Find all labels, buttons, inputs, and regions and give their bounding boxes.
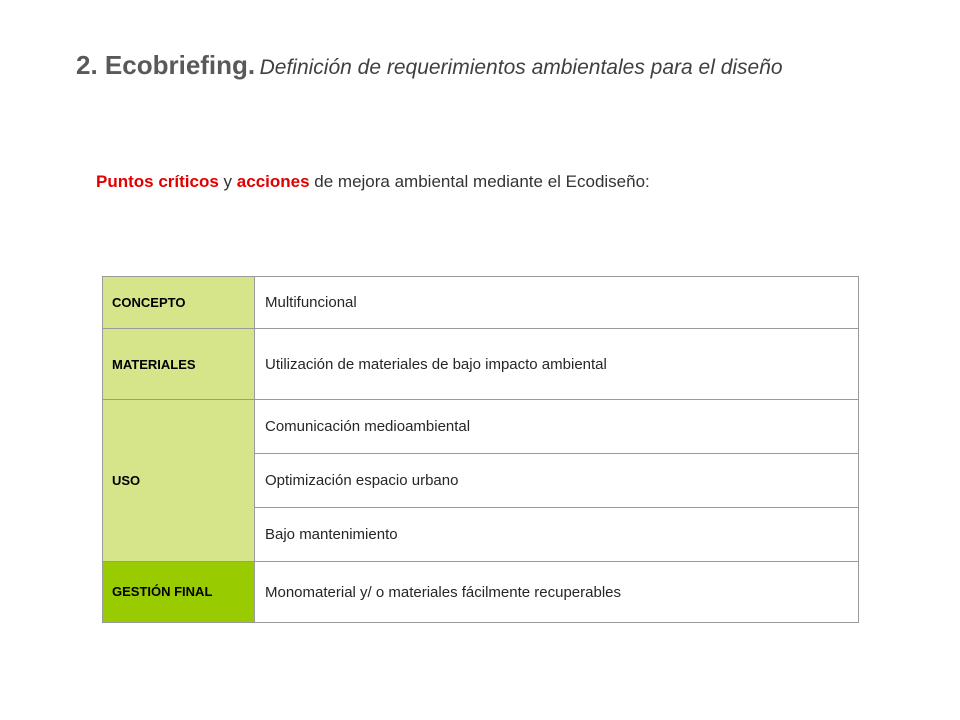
- category-cell-uso: USO: [103, 400, 255, 562]
- table-row: [103, 277, 859, 329]
- table-row: [103, 400, 859, 454]
- intro-sentence: [96, 172, 650, 192]
- table-row: [103, 329, 859, 400]
- category-cell-concepto: CONCEPTO: [103, 277, 255, 329]
- slide-title: [76, 50, 783, 81]
- table-row: [103, 562, 859, 623]
- intro-rest: de mejora ambiental mediante el Ecodiseño:: [314, 172, 650, 191]
- intro-highlight-critical-points: Puntos críticos: [96, 172, 219, 191]
- action-cell: Multifuncional: [255, 277, 859, 329]
- action-cell: Bajo mantenimiento: [255, 508, 859, 562]
- intro-highlight-actions: acciones: [236, 172, 310, 191]
- action-cell: Monomaterial y/ o materiales fácilmente recuperables: [255, 562, 859, 623]
- action-cell: Utilización de materiales de bajo impacto ambiental: [255, 329, 859, 400]
- action-cell: Comunicación medioambiental: [255, 400, 859, 454]
- category-cell-materiales: MATERIALES: [103, 329, 255, 400]
- ecodesign-table: [102, 276, 859, 623]
- category-cell-gestion-final: GESTIÓN FINAL: [103, 562, 255, 623]
- title-main: 2. Ecobriefing.: [76, 50, 256, 80]
- title-subtitle: Definición de requerimientos ambientales para el diseño: [259, 56, 783, 79]
- action-cell: Optimización espacio urbano: [255, 454, 859, 508]
- intro-connector: y: [223, 172, 233, 191]
